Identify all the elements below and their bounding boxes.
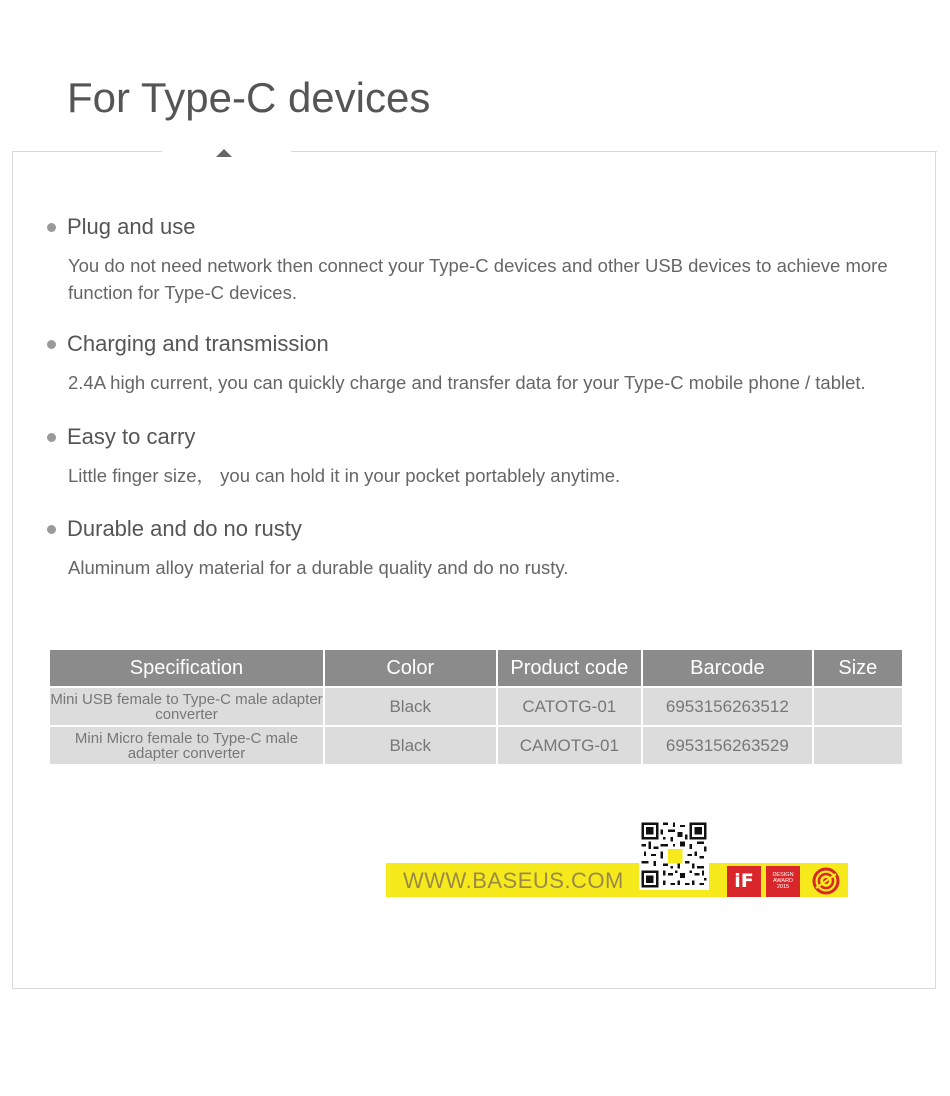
- bullet-icon: [47, 340, 56, 349]
- cell-barcode: 6953156263529: [643, 727, 812, 764]
- design-award-line: 2015: [776, 884, 790, 890]
- bullet-icon: [47, 223, 56, 232]
- cell-color: Black: [325, 727, 496, 764]
- cell-specification: Mini USB female to Type-C male adapter converter: [50, 688, 323, 725]
- qr-code-icon: [639, 820, 709, 890]
- feature-heading: Plug and use: [67, 214, 196, 239]
- website-url[interactable]: WWW.BASEUS.COM: [403, 868, 624, 893]
- cell-color: Black: [325, 688, 496, 725]
- header-color: Color: [325, 650, 496, 686]
- cell-barcode: 6953156263512: [643, 688, 812, 725]
- table-row: [50, 688, 902, 725]
- red-dot-award-icon: [810, 866, 842, 896]
- feature-description: Little finger size， you can hold it in your pocket portablely anytime.: [68, 465, 621, 486]
- feature-description: You do not need network then connect your Type-C devices and other USB devices to achieve more function for Type-C devices.: [68, 255, 888, 303]
- design-award-line: DESIGN: [772, 872, 794, 878]
- header-specification: Specification: [50, 650, 323, 686]
- feature-heading: Easy to carry: [67, 424, 196, 449]
- bullet-icon: [47, 433, 56, 442]
- cell-product-code: CAMOTG-01: [498, 727, 642, 764]
- table-row: [50, 727, 902, 764]
- cell-specification: Mini Micro female to Type-C male adapter converter: [50, 727, 323, 764]
- header-product-code: Product code: [498, 650, 642, 686]
- caret-up-icon: [216, 149, 232, 157]
- if-logo: iF: [727, 866, 761, 897]
- bullet-icon: [47, 525, 56, 534]
- table-header-row: [50, 650, 902, 686]
- cell-size: [814, 688, 902, 725]
- design-award-line: AWARD: [772, 878, 794, 884]
- feature-description: 2.4A high current, you can quickly charge and transfer data for your Type-C mobile phone / tablet.: [68, 372, 866, 393]
- feature-heading: Durable and do no rusty: [67, 516, 302, 541]
- design-award-badge: [766, 866, 800, 897]
- feature-heading: Charging and transmission: [67, 331, 329, 356]
- frame-divider-right: [291, 151, 937, 152]
- cell-size: [814, 727, 902, 764]
- page-title: For Type-C devices: [67, 74, 431, 121]
- specification-table: [48, 648, 904, 766]
- header-barcode: Barcode: [643, 650, 812, 686]
- cell-product-code: CATOTG-01: [498, 688, 642, 725]
- header-size: Size: [814, 650, 902, 686]
- feature-description: Aluminum alloy material for a durable quality and do no rusty.: [68, 557, 569, 578]
- frame-divider-left: [12, 151, 162, 152]
